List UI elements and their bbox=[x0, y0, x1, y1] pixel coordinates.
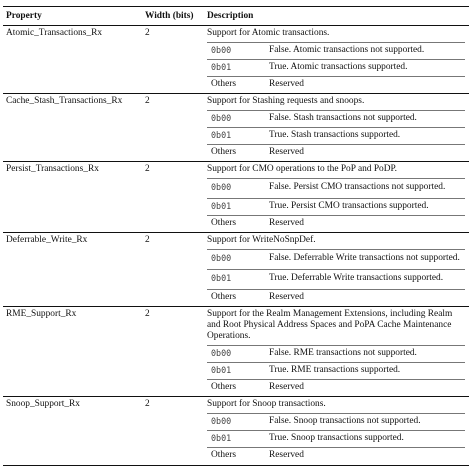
description-text: Support for Snoop transactions. bbox=[207, 399, 326, 409]
table-row bbox=[3, 93, 469, 161]
encoding-meaning: True. Stash transactions supported. bbox=[269, 130, 401, 140]
encoding-value: Others bbox=[211, 79, 236, 89]
encoding-value: 0b01 bbox=[211, 201, 232, 211]
encoding-value: Others bbox=[211, 450, 236, 460]
description-cell bbox=[207, 96, 469, 161]
encoding-option bbox=[207, 413, 465, 430]
encoding-option bbox=[207, 269, 465, 289]
encoding-option bbox=[207, 362, 465, 379]
encoding-meaning: False. Deferrable Write transactions not supported. bbox=[269, 253, 460, 263]
encoding-meaning: Reserved bbox=[269, 292, 304, 302]
width-bits: 2 bbox=[145, 28, 150, 38]
encoding-option bbox=[207, 76, 465, 93]
property-name: Snoop_Support_Rx bbox=[6, 399, 80, 409]
encoding-value: 0b01 bbox=[211, 433, 232, 443]
table-body bbox=[3, 25, 469, 464]
encoding-value: 0b01 bbox=[211, 62, 232, 72]
encoding-option bbox=[207, 430, 465, 447]
encoding-meaning: Reserved bbox=[269, 79, 304, 89]
property-name: Cache_Stash_Transactions_Rx bbox=[6, 96, 123, 106]
encoding-value: Others bbox=[211, 147, 236, 157]
encoding-value: 0b00 bbox=[211, 113, 232, 123]
encoding-value: Others bbox=[211, 292, 236, 302]
encoding-option bbox=[207, 289, 465, 306]
description-cell bbox=[207, 309, 469, 396]
width-bits: 2 bbox=[145, 309, 150, 319]
encoding-option bbox=[207, 215, 465, 232]
encoding-value: 0b01 bbox=[211, 130, 232, 140]
encoding-meaning: Reserved bbox=[269, 450, 304, 460]
encoding-option bbox=[207, 249, 465, 269]
encoding-value: 0b00 bbox=[211, 348, 232, 358]
encoding-meaning: True. Atomic transactions supported. bbox=[269, 62, 408, 72]
encoding-meaning: Reserved bbox=[269, 147, 304, 157]
property-name: Persist_Transactions_Rx bbox=[6, 164, 99, 174]
header-width: Width (bits) bbox=[145, 11, 194, 21]
property-name: RME_Support_Rx bbox=[6, 309, 77, 319]
encoding-option bbox=[207, 198, 465, 215]
encoding-option bbox=[207, 59, 465, 76]
table-header bbox=[3, 7, 469, 25]
encoding-option bbox=[207, 42, 465, 59]
description-cell bbox=[207, 399, 469, 464]
encoding-option bbox=[207, 379, 465, 396]
header-property: Property bbox=[6, 11, 42, 21]
table-row bbox=[3, 232, 469, 306]
width-bits: 2 bbox=[145, 96, 150, 106]
encoding-option bbox=[207, 127, 465, 144]
description-text: Support for Stashing requests and snoops. bbox=[207, 96, 365, 106]
width-bits: 2 bbox=[145, 164, 150, 174]
encoding-meaning: True. Deferrable Write transactions supported. bbox=[269, 273, 444, 283]
table-row bbox=[3, 306, 469, 396]
encoding-option bbox=[207, 178, 465, 198]
description-cell bbox=[207, 235, 469, 306]
property-name: Deferrable_Write_Rx bbox=[6, 235, 88, 245]
encoding-value: 0b00 bbox=[211, 182, 232, 192]
encoding-meaning: False. Stash transactions not supported. bbox=[269, 113, 417, 123]
encoding-option bbox=[207, 345, 465, 362]
description-cell bbox=[207, 164, 469, 232]
width-bits: 2 bbox=[145, 235, 150, 245]
description-text: Support for WriteNoSnpDef. bbox=[207, 235, 316, 245]
encoding-meaning: Reserved bbox=[269, 218, 304, 228]
encoding-option bbox=[207, 447, 465, 464]
encoding-value: 0b00 bbox=[211, 253, 232, 263]
encoding-meaning: Reserved bbox=[269, 382, 304, 392]
encoding-value: 0b01 bbox=[211, 365, 232, 375]
encoding-value: 0b01 bbox=[211, 273, 232, 283]
width-bits: 2 bbox=[145, 399, 150, 409]
encoding-value: 0b00 bbox=[211, 416, 232, 426]
table-row bbox=[3, 396, 469, 464]
header-description: Description bbox=[207, 11, 254, 21]
table-row bbox=[3, 25, 469, 93]
encoding-option bbox=[207, 110, 465, 127]
encoding-meaning: False. RME transactions not supported. bbox=[269, 348, 417, 358]
table-row bbox=[3, 161, 469, 232]
property-name: Atomic_Transactions_Rx bbox=[6, 28, 103, 38]
description-text: Support for the Realm Management Extensions, including Realm and Root Physical Address Spaces and PoPA Cache Maintenance Operations. bbox=[207, 309, 453, 341]
properties-table bbox=[3, 6, 469, 466]
encoding-meaning: False. Snoop transactions not supported. bbox=[269, 416, 421, 426]
encoding-value: Others bbox=[211, 382, 236, 392]
encoding-value: Others bbox=[211, 218, 236, 228]
description-text: Support for Atomic transactions. bbox=[207, 28, 330, 38]
encoding-value: 0b00 bbox=[211, 45, 232, 55]
description-text: Support for CMO operations to the PoP and PoDP. bbox=[207, 164, 398, 174]
encoding-meaning: False. Persist CMO transactions not supported. bbox=[269, 182, 446, 192]
encoding-meaning: True. Persist CMO transactions supported. bbox=[269, 201, 429, 211]
encoding-option bbox=[207, 144, 465, 161]
encoding-meaning: True. RME transactions supported. bbox=[269, 365, 401, 375]
encoding-meaning: True. Snoop transactions supported. bbox=[269, 433, 404, 443]
encoding-meaning: False. Atomic transactions not supported. bbox=[269, 45, 425, 55]
description-cell bbox=[207, 28, 469, 93]
